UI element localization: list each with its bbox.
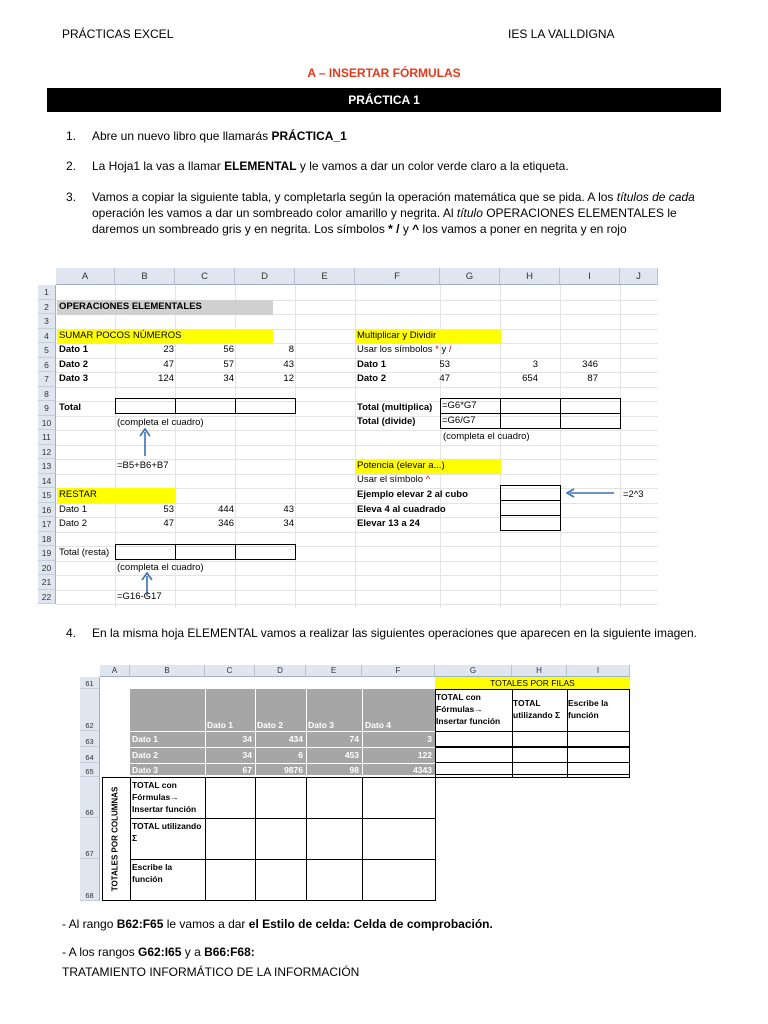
sumar-value: 57 — [223, 359, 234, 370]
bottom-label-cell — [130, 777, 206, 819]
restar-value: 53 — [163, 504, 174, 515]
sumar-value: 124 — [158, 373, 174, 384]
data-value: 74 — [349, 734, 359, 744]
column-header[interactable]: G — [440, 268, 500, 285]
mult-symbols-text: Usar los símbolos — [357, 344, 436, 355]
row-header[interactable]: 11 — [38, 430, 56, 445]
sumar-note: (completa el cuadro) — [117, 417, 204, 428]
instruction-text: operación les vamos a dar un sombreado color amarillo y negrita. Al — [92, 206, 457, 220]
mult-symbols-note — [357, 343, 452, 358]
restar-heading: RESTAR — [57, 488, 175, 503]
sumar-heading: SUMAR POCOS NÚMEROS — [57, 329, 273, 344]
h-header: TOTAL utilizando Σ — [513, 698, 561, 720]
restar-formula: =G16-G17 — [117, 591, 162, 602]
bottom-row-label: Escribe la función — [132, 862, 173, 884]
data-row-label: Dato 2 — [132, 749, 158, 760]
bottom-label-cell — [130, 859, 206, 901]
total-input-cell[interactable] — [235, 398, 296, 414]
sumar-value: 34 — [223, 373, 234, 384]
instruction-text: En la misma hoja ELEMENTAL vamos a realizar las siguientes operaciones que aparecen en la siguiente imagen. — [92, 626, 697, 640]
mult-label: Dato 1 — [357, 359, 387, 370]
potencia-row: Elevar 13 a 24 — [357, 518, 420, 529]
footer-bold: B66:F68: — [204, 945, 255, 959]
footer-line-1 — [62, 917, 493, 931]
gridline — [620, 285, 621, 608]
mult-heading: Multiplicar y Dividir — [355, 329, 501, 344]
column-header[interactable]: H — [512, 665, 567, 677]
bottom-row-label: TOTAL utilizando Σ — [132, 821, 202, 843]
instruction-bold: PRÁCTICA_1 — [271, 129, 347, 143]
potencia-symbol-note — [357, 473, 430, 488]
sheet-title: OPERACIONES ELEMENTALES — [57, 300, 273, 315]
mult-value: 3 — [532, 359, 538, 370]
totales-filas-heading: TOTALES POR FILAS — [435, 677, 630, 689]
data-row-label: Dato 1 — [132, 734, 158, 744]
instruction-number: 3. — [66, 190, 77, 204]
restar-label: Dato 2 — [59, 518, 87, 529]
column-header[interactable]: J — [620, 268, 658, 285]
column-header[interactable]: C — [205, 665, 255, 677]
mult-symbols-text: y — [438, 344, 449, 355]
column-header[interactable]: E — [295, 268, 355, 285]
arrow-up-icon — [138, 428, 152, 456]
potencia-input-cell[interactable] — [500, 500, 561, 516]
bottom-result-cell[interactable] — [255, 818, 307, 860]
total-input-cell[interactable] — [175, 398, 236, 414]
instruction-text: y le vamos a dar un color verde claro a la etiqueta. — [296, 159, 569, 173]
mult-label: Dato 2 — [357, 373, 387, 384]
bottom-result-cell[interactable] — [306, 777, 363, 819]
sumar-value: 43 — [283, 359, 294, 370]
page-header-right: IES LA VALLDIGNA — [508, 27, 615, 41]
data-value: 122 — [417, 749, 432, 760]
row-header[interactable]: 14 — [38, 474, 56, 489]
totales-columnas-text: TOTALES POR COLUMNAS — [110, 786, 120, 892]
potencia-heading: Potencia (elevar a...) — [355, 459, 501, 474]
data-row-label: Dato 3 — [132, 765, 158, 775]
mult-value: 47 — [439, 373, 450, 384]
section-subtitle: A – INSERTAR FÓRMULAS — [307, 66, 461, 80]
instruction-text: La Hoja1 la vas a llamar — [92, 159, 225, 173]
mult-value: 346 — [582, 359, 598, 370]
result-column — [435, 689, 513, 775]
result-column — [512, 689, 568, 775]
col-header: Dato 4 — [365, 720, 391, 730]
row-header[interactable]: 8 — [38, 387, 56, 402]
instruction-number: 1. — [66, 129, 77, 143]
row-header[interactable]: 62 — [80, 689, 100, 731]
data-value: 34 — [242, 734, 252, 744]
column-header[interactable]: A — [100, 665, 130, 677]
restar-value: 34 — [283, 518, 294, 529]
instruction-italic: títulos de cada — [616, 190, 695, 204]
col-header: Dato 1 — [207, 720, 233, 730]
bottom-result-cell[interactable] — [306, 818, 363, 860]
row-header[interactable]: 7 — [38, 372, 56, 387]
instruction-4 — [66, 625, 726, 641]
column-header[interactable]: E — [306, 665, 362, 677]
sumar-formula: =B5+B6+B7 — [117, 460, 169, 471]
row-header[interactable]: 15 — [38, 488, 56, 503]
potencia-row: Ejemplo elevar 2 al cubo — [357, 489, 468, 500]
data-value: 6 — [298, 749, 303, 760]
column-header[interactable]: A — [56, 268, 115, 285]
row-header[interactable]: 17 — [38, 517, 56, 532]
potencia-symbol-text: Usar el símbolo — [357, 474, 426, 485]
column-header[interactable]: C — [175, 268, 235, 285]
row-header[interactable]: 19 — [38, 546, 56, 561]
footer-line-3: TRATAMIENTO INFORMÁTICO DE LA INFORMACIÓN — [62, 965, 360, 979]
bottom-result-cell[interactable] — [255, 777, 307, 819]
spreadsheet-elemental — [38, 268, 658, 608]
instruction-3 — [66, 189, 726, 237]
row-header[interactable]: 63 — [80, 731, 100, 747]
g-header: TOTAL con Fórmulas→ Insertar función — [436, 692, 501, 726]
gridline — [56, 532, 658, 533]
bottom-result-cell[interactable] — [362, 818, 436, 860]
data-value: 3 — [427, 734, 432, 744]
column-header[interactable]: F — [362, 665, 435, 677]
column-header[interactable]: D — [235, 268, 295, 285]
mult-note: (completa el cuadro) — [443, 431, 530, 442]
div-formula-cell[interactable]: =G6/G7 — [440, 413, 501, 429]
total-input-cell[interactable] — [175, 544, 236, 560]
sumar-label: Dato 1 — [59, 344, 89, 355]
instruction-italic: título — [456, 206, 483, 220]
potencia-input-cell[interactable] — [500, 515, 561, 531]
restar-value: 346 — [218, 518, 234, 529]
row-header[interactable]: 3 — [38, 314, 56, 329]
row-header[interactable]: 4 — [38, 329, 56, 344]
footer-bold: el Estilo de celda: Celda de comprobación. — [248, 917, 493, 931]
total-input-cell[interactable] — [500, 398, 561, 414]
row-header[interactable]: 6 — [38, 358, 56, 373]
total-input-cell[interactable] — [560, 398, 621, 414]
instruction-text: Vamos a copiar la siguiente tabla, y completarla según la operación matemática que se pida. A los — [92, 190, 617, 204]
row-header[interactable]: 12 — [38, 445, 56, 460]
row-header[interactable]: 68 — [80, 859, 100, 901]
gridline — [560, 285, 561, 608]
row-header[interactable]: 2 — [38, 300, 56, 315]
sumar-value: 8 — [288, 344, 294, 355]
total-div-label: Total (divide) — [357, 416, 416, 427]
column-header[interactable]: I — [567, 665, 630, 677]
arrow-left-icon — [566, 488, 614, 498]
row-header[interactable]: 9 — [38, 401, 56, 416]
data-value: 434 — [288, 734, 303, 744]
mult-value: 53 — [439, 359, 450, 370]
bottom-result-cell[interactable] — [362, 859, 436, 901]
row-header[interactable]: 10 — [38, 416, 56, 431]
row-header[interactable]: 16 — [38, 503, 56, 518]
column-header[interactable]: D — [255, 665, 306, 677]
instruction-text: y — [399, 222, 413, 236]
row-header[interactable]: 5 — [38, 343, 56, 358]
instruction-symbols: * / — [388, 222, 400, 236]
gridline — [56, 387, 658, 388]
sumar-label: Dato 2 — [59, 359, 89, 370]
data-value: 9876 — [284, 765, 303, 775]
column-header[interactable]: B — [115, 268, 175, 285]
row-header[interactable]: 1 — [38, 285, 56, 300]
sumar-total-label: Total — [59, 402, 81, 413]
page-header-left: PRÁCTICAS EXCEL — [62, 27, 174, 41]
instruction-number: 2. — [66, 159, 77, 173]
bottom-result-cell[interactable] — [306, 859, 363, 901]
row-header[interactable]: 22 — [38, 590, 56, 605]
row-header[interactable]: 13 — [38, 459, 56, 474]
sumar-label: Dato 3 — [59, 373, 89, 384]
restar-note: (completa el cuadro) — [117, 562, 204, 573]
data-value: 453 — [344, 749, 359, 760]
column-header[interactable]: G — [435, 665, 512, 677]
total-input-cell[interactable] — [115, 398, 176, 414]
footer-text: - Al rango — [62, 917, 117, 931]
row-header[interactable]: 64 — [80, 747, 100, 763]
total-input-cell[interactable] — [560, 413, 621, 429]
row-header[interactable]: 66 — [80, 777, 100, 818]
footer-bold: B62:F65 — [116, 917, 164, 931]
sumar-value: 47 — [163, 359, 174, 370]
bottom-result-cell[interactable] — [205, 818, 256, 860]
data-value: 34 — [242, 749, 252, 760]
data-value: 67 — [242, 765, 252, 775]
row-header[interactable]: 65 — [80, 763, 100, 777]
instruction-number: 4. — [66, 626, 77, 640]
footer-text: - A los rangos — [62, 945, 139, 959]
bottom-result-cell[interactable] — [255, 859, 307, 901]
footer-text: le vamos a dar — [163, 917, 249, 931]
footer-text: y a — [181, 945, 205, 959]
column-header[interactable]: I — [560, 268, 620, 285]
div-symbol: / — [448, 344, 452, 355]
row-header[interactable]: 21 — [38, 575, 56, 590]
instruction-text: los vamos a poner en negrita y en rojo — [419, 222, 627, 236]
footer-bold: G62:I65 — [138, 945, 182, 959]
instruction-text: Abre un nuevo libro que llamarás — [92, 129, 272, 143]
instruction-text: OPERACIONES ELEMENTALES le daremos un sombreado gris y en negrita. Los símbolos — [92, 206, 677, 236]
instruction-1 — [66, 128, 726, 144]
column-header[interactable]: F — [355, 268, 440, 285]
restar-total-label: Total (resta) — [59, 547, 110, 558]
total-input-cell[interactable] — [115, 544, 176, 560]
total-input-cell[interactable] — [235, 544, 296, 560]
mult-formula-cell[interactable]: =G6*G7 — [440, 398, 501, 414]
col-header: Dato 3 — [308, 720, 334, 730]
row-header[interactable]: 67 — [80, 818, 100, 859]
restar-value: 43 — [283, 504, 294, 515]
restar-value: 47 — [163, 518, 174, 529]
row-header[interactable]: 20 — [38, 561, 56, 576]
bottom-result-cell[interactable] — [362, 777, 436, 819]
mult-value: 87 — [587, 373, 598, 384]
restar-label: Dato 1 — [59, 504, 87, 515]
instruction-bold: ELEMENTAL — [224, 159, 297, 173]
potencia-row: Eleva 4 al cuadrado — [357, 504, 446, 515]
bottom-result-cell[interactable] — [205, 777, 256, 819]
mult-value: 654 — [522, 373, 538, 384]
sumar-value: 12 — [283, 373, 294, 384]
potencia-input-cell[interactable] — [500, 485, 561, 501]
instruction-symbol: ^ — [412, 222, 420, 236]
spreadsheet-totales — [80, 665, 640, 901]
power-symbol: ^ — [425, 474, 431, 485]
col-header: Dato 2 — [257, 720, 283, 730]
result-column — [567, 689, 630, 775]
data-value: 4343 — [413, 765, 432, 775]
column-header[interactable]: H — [500, 268, 560, 285]
row-header[interactable]: 61 — [80, 677, 100, 689]
potencia-formula: =2^3 — [623, 489, 644, 500]
bottom-result-cell[interactable] — [205, 859, 256, 901]
totales-columnas-box — [102, 777, 131, 901]
sumar-value: 56 — [223, 344, 234, 355]
total-input-cell[interactable] — [500, 413, 561, 429]
bottom-row-label: TOTAL con Fórmulas→ Insertar función — [132, 780, 197, 814]
bottom-label-cell — [130, 818, 206, 860]
column-header[interactable]: B — [130, 665, 205, 677]
i-header: Escribe la función — [568, 698, 609, 720]
sumar-value: 23 — [163, 344, 174, 355]
instruction-2 — [66, 158, 726, 174]
restar-value: 444 — [218, 504, 234, 515]
footer-line-2 — [62, 945, 255, 959]
row-header[interactable]: 18 — [38, 532, 56, 547]
mult-symbol: * — [435, 344, 439, 355]
total-mult-label: Total (multiplica) — [357, 402, 433, 413]
practice-title-bar: PRÁCTICA 1 — [47, 88, 721, 112]
data-value: 98 — [349, 765, 359, 775]
